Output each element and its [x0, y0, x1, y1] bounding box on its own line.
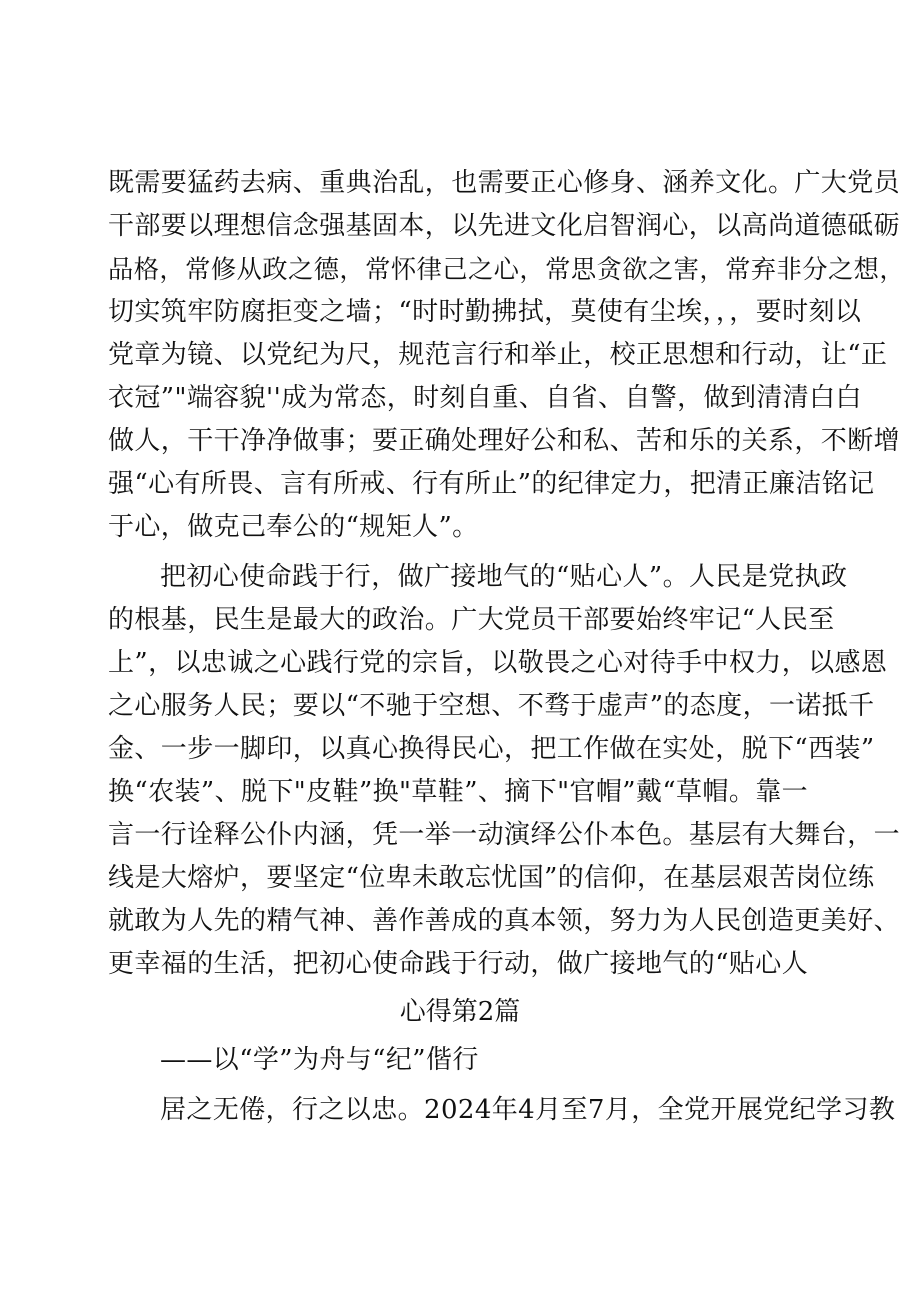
text-line: 衣冠”"端容貌''成为常态，时刻自重、自省、自警，做到清清白白 — [108, 383, 862, 413]
text-line: 强“心有所畏、言有所戒、行有所止”的纪律定力，把清正廉洁铭记 — [108, 469, 875, 499]
text-line: 更幸福的生活，把初心使命践于行动，做广接地气的“贴心人 — [108, 949, 809, 979]
text-line: 就敢为人先的精气神、善作善成的真本领，努力为人民创造更美好、 — [108, 906, 901, 936]
section-subtitle: ——以“学”为舟与“纪”偕行 — [160, 1045, 479, 1075]
text-line: 言一行诠释公仆内涵，凭一举一动演绎公仆本色。基层有大舞台，一 — [108, 820, 901, 850]
text-line: 把初心使命践于行，做广接地气的“贴心人”。人民是党执政 — [160, 562, 848, 592]
section-heading: 心得第2篇 — [399, 997, 521, 1027]
text-line: 党章为镜、以党纪为尺，规范言行和举止，校正思想和行动，让“正 — [108, 340, 888, 370]
text-line: 品格，常修从政之德，常怀律己之心，常思贪欲之害，常弃非分之想， — [108, 254, 906, 284]
text-line: 换“农装”、脱下"皮鞋”换"草鞋”、摘下"官帽”戴“草帽。靠一 — [108, 777, 809, 807]
text-line: 做人，干干净净做事；要正确处理好公和私、苦和乐的关系，不断增 — [108, 426, 901, 456]
text-line: 于心，做克己奉公的“规矩人”。 — [108, 512, 479, 542]
text-line: 金、一步一脚印，以真心换得民心，把工作做在实处，脱下“西装” — [108, 734, 875, 764]
text-line: 的根基，民生是最大的政治。广大党员干部要始终牢记“人民至 — [108, 605, 835, 635]
text-line: 居之无倦，行之以忠。2024年4月至7月，全党开展党纪学习教 — [160, 1095, 896, 1125]
text-line: 之心服务人民；要以“不驰于空想、不骛于虚声”的态度，一诺抵千 — [108, 691, 875, 721]
text-line: 切实筑牢防腐拒变之墙；“时时勤拂拭，莫使有尘埃，，，要时刻以 — [108, 297, 862, 327]
text-line: 干部要以理想信念强基固本，以先进文化启智润心，以高尚道德砥砺 — [108, 211, 901, 241]
text-line: 上”，以忠诚之心践行党的宗旨，以敬畏之心对待手中权力，以感恩 — [108, 648, 888, 678]
text-line: 既需要猛药去病、重典治乱，也需要正心修身、涵养文化。广大党员 — [108, 168, 901, 198]
text-line: 线是大熔炉，要坚定“位卑未敢忘忧国”的信仰，在基层艰苦岗位练 — [108, 863, 875, 893]
